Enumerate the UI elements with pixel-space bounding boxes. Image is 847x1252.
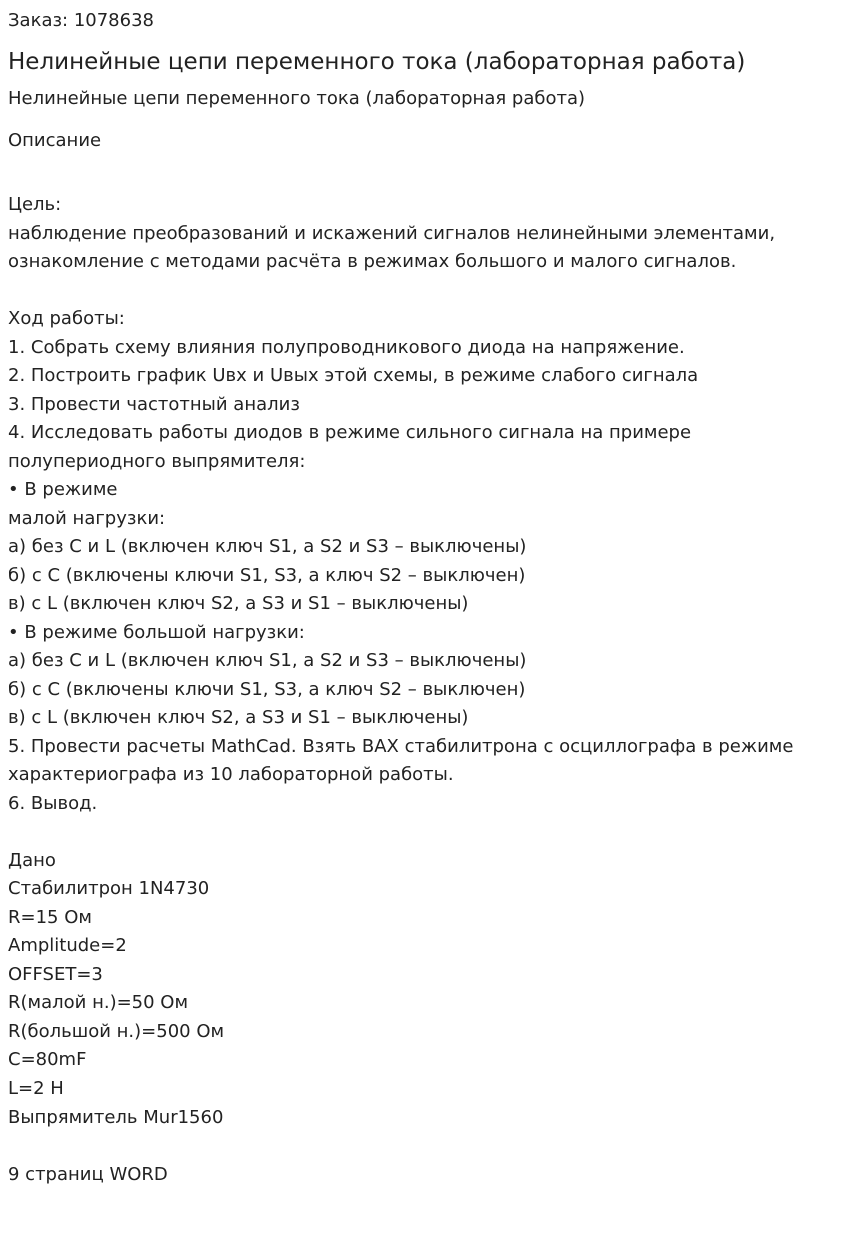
page-title: Нелинейные цепи переменного тока (лабораторная работа) — [8, 49, 746, 75]
text-line: • В режиме — [8, 479, 118, 501]
text-line: R(большой н.)=500 Ом — [8, 1020, 225, 1042]
text-line: R(малой н.)=50 Ом — [8, 992, 189, 1014]
blank-line — [8, 818, 793, 847]
text-line: 3. Провести частотный анализ — [8, 393, 300, 415]
text-line: в) с L (включен ключ S2, а S3 и S1 – выключены) — [8, 593, 469, 615]
text-line: наблюдение преобразований и искажений сигналов нелинейными элементами, — [8, 222, 776, 244]
text-line: Стабилитрон 1N4730 — [8, 878, 210, 900]
text-line: характериографа из 10 лабораторной работы. — [8, 764, 454, 786]
description-heading: Описание — [8, 130, 102, 151]
text-line: Ход работы: — [8, 308, 125, 330]
text-line: полупериодного выпрямителя: — [8, 450, 306, 472]
order-number: Заказ: 1078638 — [8, 10, 154, 31]
text-line: б) с С (включены ключи S1, S3, а ключ S2 – выключен) — [8, 678, 526, 700]
text-line: Amplitude=2 — [8, 935, 127, 957]
text-line: Выпрямитель Mur1560 — [8, 1106, 224, 1128]
text-line: 2. Построить график Uвх и Uвых этой схемы, в режиме слабого сигнала — [8, 365, 699, 387]
blank-line — [8, 1132, 793, 1161]
text-line: в) с L (включен ключ S2, а S3 и S1 – выключены) — [8, 707, 469, 729]
text-line: а) без С и L (включен ключ S1, а S2 и S3 – выключены) — [8, 536, 527, 558]
text-line: 5. Провести расчеты MathCad. Взять ВАХ стабилитрона с осциллографа в режиме — [8, 735, 794, 757]
text-line: а) без С и L (включен ключ S1, а S2 и S3 – выключены) — [8, 650, 527, 672]
description-body — [8, 191, 793, 1189]
blank-line — [8, 277, 793, 306]
text-line: малой нагрузки: — [8, 507, 166, 529]
text-line: • В режиме большой нагрузки: — [8, 621, 305, 643]
text-line: OFFSET=3 — [8, 963, 103, 985]
text-line: 1. Собрать схему влияния полупроводникового диода на напряжение. — [8, 336, 685, 358]
text-line: 4. Исследовать работы диодов в режиме сильного сигнала на примере — [8, 422, 692, 444]
text-line: б) с С (включены ключи S1, S3, а ключ S2 – выключен) — [8, 564, 526, 586]
text-line: C=80mF — [8, 1049, 87, 1071]
text-line: L=2 H — [8, 1077, 64, 1099]
text-line: ознакомление с методами расчёта в режимах большого и малого сигналов. — [8, 251, 737, 273]
page-subtitle: Нелинейные цепи переменного тока (лабораторная работа) — [8, 88, 586, 109]
text-line: Цель: — [8, 194, 62, 215]
text-line: R=15 Ом — [8, 906, 92, 928]
text-line: Дано — [8, 849, 56, 871]
text-line: 6. Вывод. — [8, 792, 98, 814]
text-line: 9 страниц WORD — [8, 1163, 168, 1185]
